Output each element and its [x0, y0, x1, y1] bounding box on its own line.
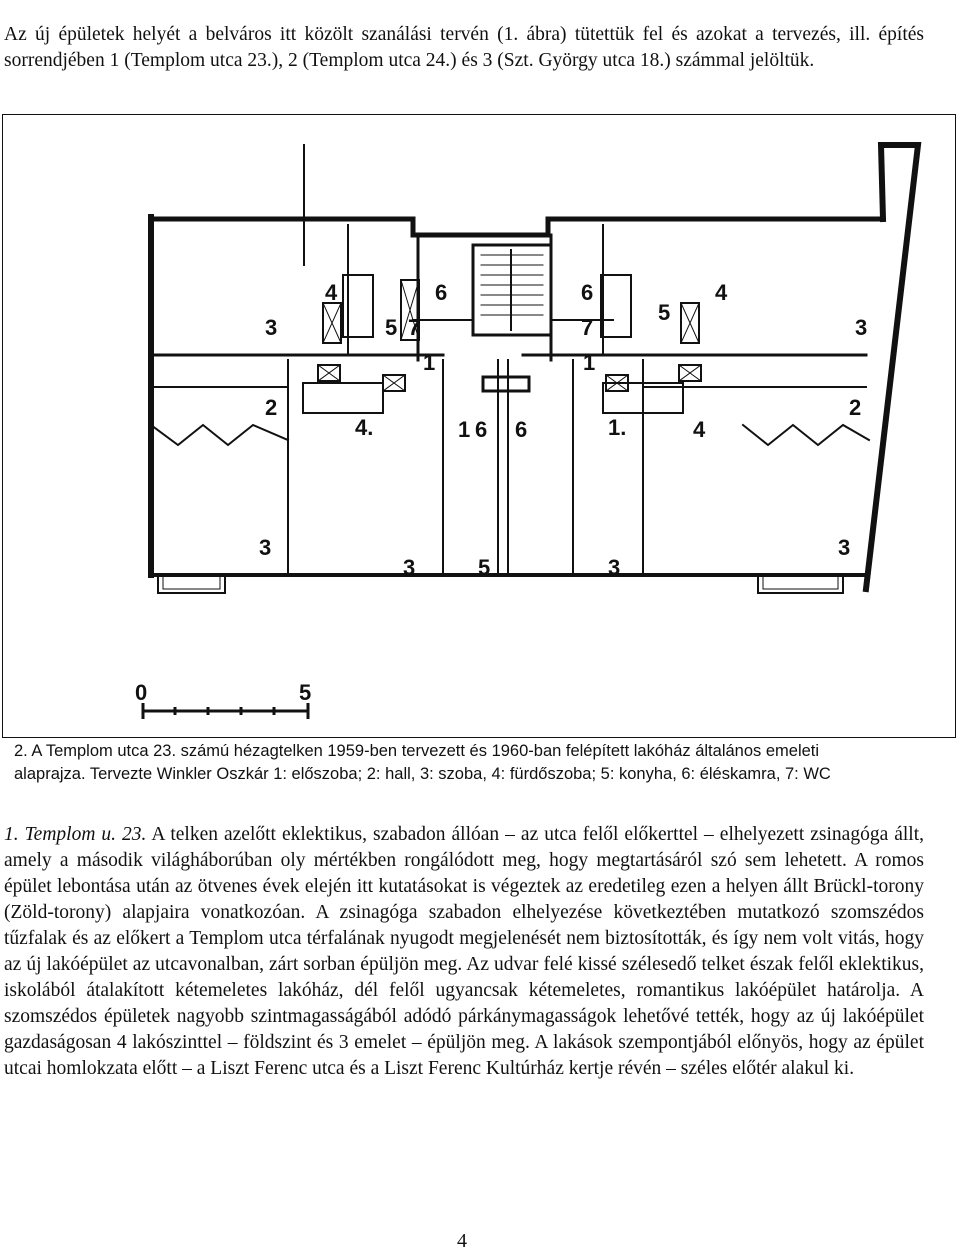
room-label: 3: [403, 555, 416, 580]
scale-end-label: 5: [299, 680, 312, 705]
room-label: 6: [475, 417, 488, 442]
floor-plan-figure: [2, 114, 956, 738]
body-text: A telken azelőtt eklektikus, szabadon állóan – az utca felől előkerttel – elhelyezett zsinagóga állt, amely a második világháborúban oly mértékben rongálódott meg, hogy megtartásáról szó sem lehetett. A romos épület lebontása után az ötvenes évek elején itt kutatásokat is végeztek az eredetileg ezen a helyen állt Brückl-torony (Zöld-torony) alapjaira vonatkozóan. A zsinagóga szabadon elhelyezése következtében mutatkozó szomszédos tűzfalak és az előkert a Templom utca térfalának nyugodt megjelenését nem biztosították, és így nem volt vitás, hogy az új lakóépület az utcavonalban, zárt sorban épüljön meg. Az udvar felé kissé szélesedő telket észak felől eklektikus, iskolából átalakított kétemeletes lakóház, dél felől ugyancsak kétemeletes, romantikus lakóépület határolja. A szomszédos épületek nagyobb szintmagasságából adódó párkánymagasságok lehetővé tették, hogy az új lakóépület gazdaságosan 4 lakószinttel – földszint és 3 emelet – épüljön meg. A lakások szempontjából előnyös, hogy az épület utcai homlokzata előtt – a Liszt Ferenc utca és a Liszt Ferenc Kultúrház kertje révén – széles előtér alakul ki.: [4, 823, 925, 1079]
room-label: 2: [849, 395, 862, 420]
figure-caption: [14, 740, 934, 786]
scale-bar: [135, 680, 311, 719]
scale-start-label: 0: [135, 680, 148, 705]
room-label: 4.: [355, 415, 374, 440]
room-label: 7: [408, 315, 421, 340]
room-label: 6: [515, 417, 528, 442]
room-label: 1: [458, 417, 471, 442]
room-label: 3: [608, 555, 621, 580]
room-label: 6: [435, 280, 448, 305]
room-label: 3: [855, 315, 868, 340]
room-label: 1.: [608, 415, 627, 440]
room-label: 3: [265, 315, 278, 340]
room-label: 1: [423, 350, 436, 375]
room-label: 3: [838, 535, 851, 560]
room-label: 7: [581, 315, 594, 340]
section-lead: 1. Templom u. 23.: [4, 823, 147, 845]
body-paragraph: [4, 822, 924, 1082]
room-label: 4: [715, 280, 728, 305]
room-label: 5: [385, 315, 398, 340]
caption-line: alaprajza. Tervezte Winkler Oszkár 1: előszoba; 2: hall, 3: szoba, 4: fürdőszoba; 5: konyha, 6: éléskamra, 7: WC: [14, 765, 831, 783]
room-label: 4: [325, 280, 338, 305]
room-label: 4: [693, 417, 706, 442]
room-label: 3: [259, 535, 272, 560]
page-number: 4: [457, 1230, 467, 1252]
room-label: 5: [658, 300, 671, 325]
caption-line: 2. A Templom utca 23. számú hézagtelken 1959-ben tervezett és 1960-ban felépített lakóház általános emeleti: [14, 742, 820, 760]
floor-plan-drawing: [3, 115, 954, 736]
intro-paragraph: Az új épületek helyét a belváros itt közölt szanálási tervén (1. ábra) tütettük fel és azokat a tervezés, ill. építés sorrendjében 1 (Templom utca 23.), 2 (Templom utca 24.) és 3 (Szt. György utca 18.) számmal jelöltük.: [4, 23, 924, 71]
room-label: 6: [581, 280, 594, 305]
room-label: 5: [478, 555, 491, 580]
room-label: 2: [265, 395, 278, 420]
room-label: 1: [583, 350, 596, 375]
